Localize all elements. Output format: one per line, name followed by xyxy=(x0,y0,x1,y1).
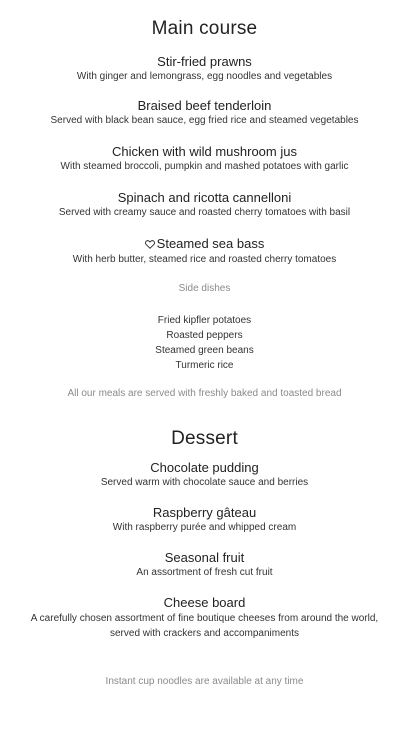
dish-item xyxy=(0,144,409,174)
side-dishes-list xyxy=(0,313,409,373)
noodle-note: Instant cup noodles are available at any time xyxy=(105,676,304,687)
dish-item xyxy=(0,550,409,580)
dish-description: A carefully chosen assortment of fine boutique cheeses from around the world, xyxy=(30,613,379,624)
side-dishes-title: Side dishes xyxy=(178,283,231,294)
dish-name: Spinach and ricotta cannelloni xyxy=(117,190,292,205)
dessert-list xyxy=(0,460,409,641)
dish-description: Served warm with chocolate sauce and berries xyxy=(100,477,309,488)
dish-name-row xyxy=(0,236,409,253)
dish-name: Raspberry gâteau xyxy=(152,505,257,520)
dish-name: Chicken with wild mushroom jus xyxy=(112,144,297,159)
dish-item xyxy=(0,236,409,267)
dish-description: Served with creamy sauce and roasted cherry tomatoes with basil xyxy=(58,207,351,218)
dish-name: Chocolate pudding xyxy=(150,460,259,475)
dish-description: With ginger and lemongrass, egg noodles and vegetables xyxy=(76,71,333,82)
side-dish-item: Steamed green beans xyxy=(155,345,254,356)
side-dish-item: Fried kipfler potatoes xyxy=(157,315,252,326)
heart-icon xyxy=(145,237,155,253)
dish-name: Braised beef tenderloin xyxy=(137,98,272,113)
side-dish-item: Turmeric rice xyxy=(175,360,234,371)
dish-item xyxy=(0,98,409,128)
bread-note: All our meals are served with freshly baked and toasted bread xyxy=(67,388,342,399)
dish-description: An assortment of fresh cut fruit xyxy=(136,567,273,578)
dish-name: Stir-fried prawns xyxy=(157,54,252,69)
dessert-title: Dessert xyxy=(171,428,238,449)
side-dish-item: Roasted peppers xyxy=(166,330,243,341)
dish-item xyxy=(0,54,409,84)
dish-item xyxy=(0,505,409,535)
main-course-title: Main course xyxy=(151,18,258,39)
dish-description: served with crackers and accompaniments xyxy=(110,628,299,639)
dish-name: Seasonal fruit xyxy=(164,550,245,565)
dish-description: With steamed broccoli, pumpkin and mashed potatoes with garlic xyxy=(60,161,349,172)
dish-name: Steamed sea bass xyxy=(156,236,265,251)
main-course-list xyxy=(0,54,409,267)
dish-item xyxy=(0,460,409,490)
dish-description: Served with black bean sauce, egg fried rice and steamed vegetables xyxy=(50,115,359,126)
dish-description: With raspberry purée and whipped cream xyxy=(112,522,297,533)
dish-item xyxy=(0,190,409,220)
dish-description: With herb butter, steamed rice and roasted cherry tomatoes xyxy=(72,254,337,265)
dish-name: Cheese board xyxy=(163,595,246,610)
dish-item xyxy=(0,595,409,641)
